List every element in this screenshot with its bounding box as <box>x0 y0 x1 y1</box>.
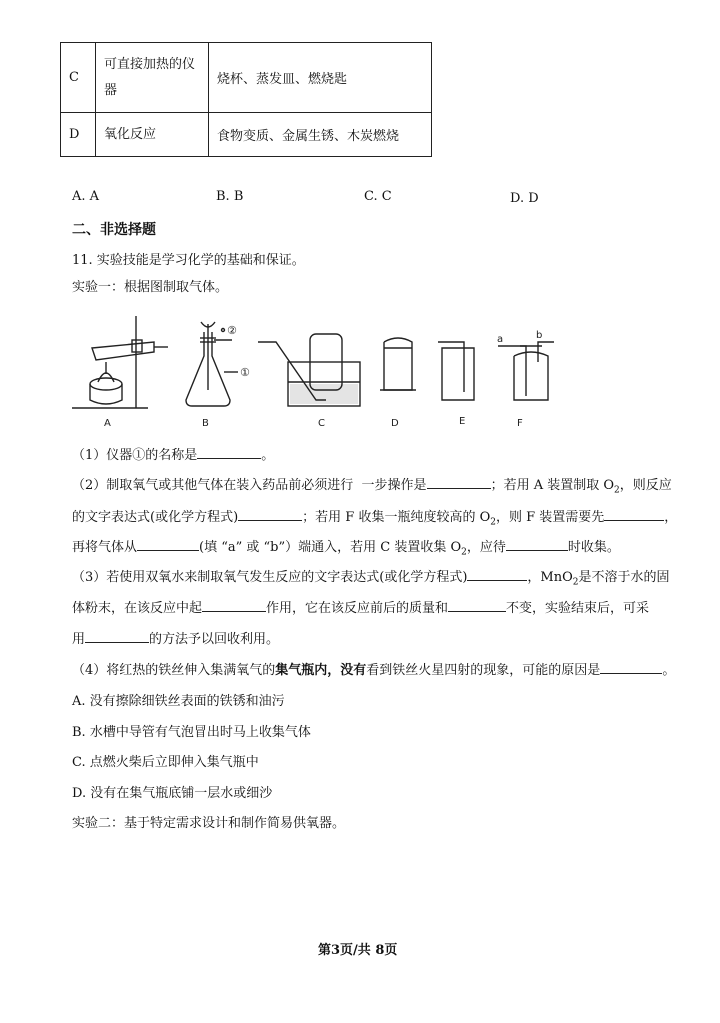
apparatus-figure <box>68 312 558 432</box>
part-4: （4）将红热的铁丝伸入集满氧气的集气瓶内，没有看到铁丝火星四射的现象，可能的原因是 。 <box>72 663 676 678</box>
figure-label-e: E <box>459 416 466 427</box>
mark-a: a <box>497 334 504 345</box>
mark-1: ① <box>240 366 250 379</box>
figure-label-d: D <box>391 418 399 429</box>
row-label: D <box>61 113 96 157</box>
option-b: B. B <box>216 189 244 204</box>
part-3-line-3: 用 的方法予以回收利用。 <box>72 632 280 647</box>
row-label: C <box>61 43 96 113</box>
part-3-line-1: （3）若使用双氧水来制取氧气发生反应的文字表达式(或化学方程式) ，MnO$_2$是不溶于水的固 <box>72 570 670 588</box>
figure-label-c: C <box>318 418 325 429</box>
figure-label-a: A <box>104 418 111 429</box>
row-category: 氧化反应 <box>96 113 209 157</box>
mark-2: ② <box>227 324 237 337</box>
choice-c: C. 点燃火柴后立即伸入集气瓶中 <box>72 755 259 770</box>
part-3-line-2: 体粉末，在该反应中起 作用，它在该反应前后的质量和 不变，实验结束后，可采 <box>72 601 650 616</box>
option-a: A. A <box>72 189 100 204</box>
option-c: C. C <box>364 189 392 204</box>
table-row <box>61 43 432 113</box>
part-1: （1）仪器①的名称是 。 <box>72 448 275 463</box>
choice-d: D. 没有在集气瓶底铺一层水或细沙 <box>72 786 273 801</box>
row-examples: 食物变质、金属生锈、木炭燃烧 <box>209 113 432 157</box>
figure-label-b: B <box>202 418 209 429</box>
choice-a: A. 没有擦除细铁丝表面的铁锈和油污 <box>72 694 285 709</box>
table-row <box>61 113 432 157</box>
experiment-two-title: 实验二：基于特定需求设计和制作简易供氧器。 <box>72 816 346 831</box>
part-2-line-3: 再将气体从 (填 “a” 或 “b”）端通入，若用 C 装置收集 $O_2$，应待 时收集。 <box>72 540 620 558</box>
row-category: 可直接加热的仪器 <box>96 43 209 113</box>
classification-table <box>60 42 432 157</box>
page-footer: 第3页/共 8页 <box>318 943 398 958</box>
figure-label-f: F <box>517 418 523 429</box>
choice-b: B. 水槽中导管有气泡冒出时马上收集气体 <box>72 725 311 740</box>
mark-b: b <box>536 330 543 341</box>
experiment-one-title: 实验一：根据图制取气体。 <box>72 280 229 295</box>
section-title: 二、非选择题 <box>72 222 156 238</box>
option-d: D. D <box>510 191 539 206</box>
row-examples: 烧杯、蒸发皿、燃烧匙 <box>209 43 432 113</box>
part-2-line-2: 的文字表达式(或化学方程式) ；若用 F 收集一瓶纯度较高的 $O_2$，则 F 装置需要先 ， <box>72 510 678 528</box>
part-2-line-1: （2）制取氧气或其他气体在装入药品前必须进行 一步操作是 ；若用 A 装置制取 $O_2$，则反应 <box>72 478 672 496</box>
question-stem: 11. 实验技能是学习化学的基础和保证。 <box>72 253 305 268</box>
